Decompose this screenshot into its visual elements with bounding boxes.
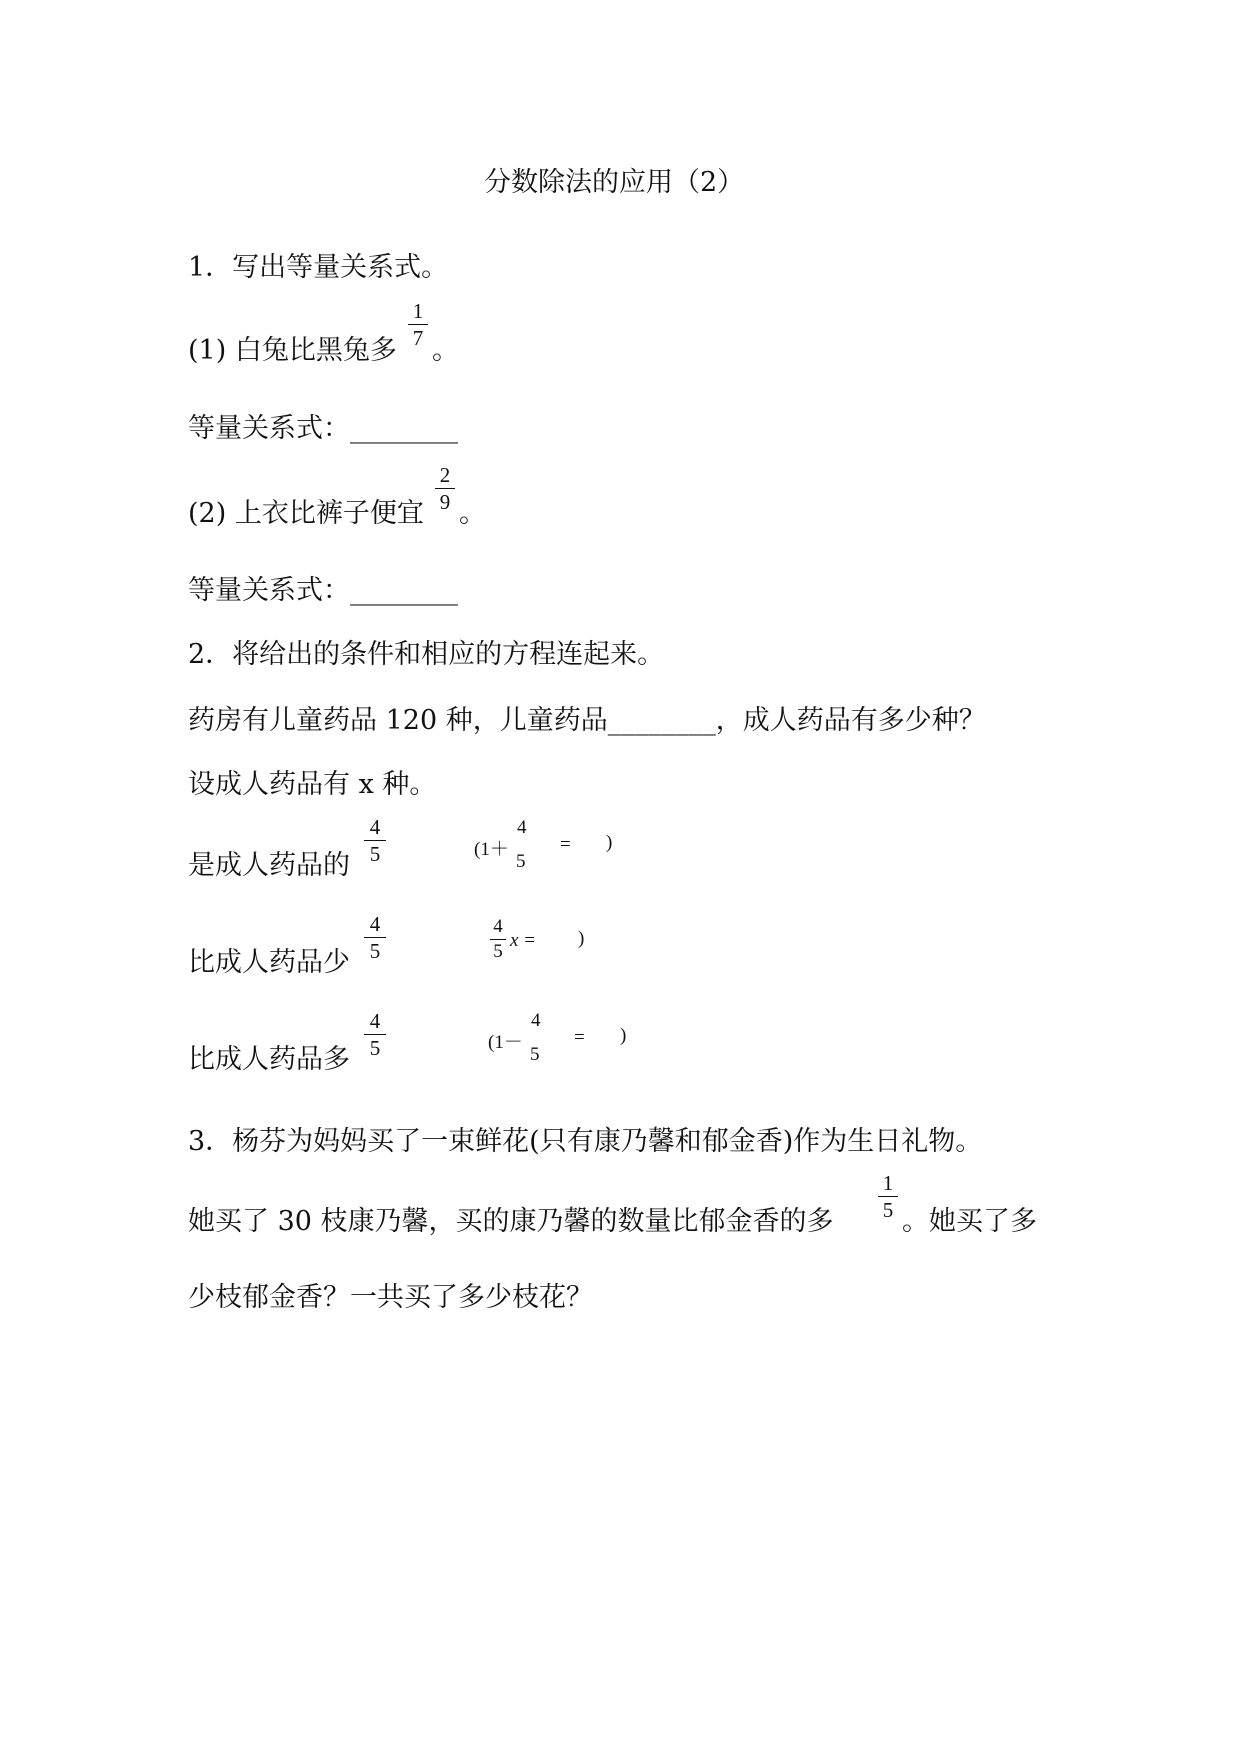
q2-equation-3-close: ) (620, 1025, 627, 1046)
fraction-numerator: 1 (412, 299, 424, 323)
q2-equation-2-fraction (490, 917, 506, 962)
q2-option-2-fraction (364, 913, 386, 962)
q2-equation-3-open: (1－ (488, 1032, 523, 1053)
q1-answer1: 等量关系式：________ (188, 413, 458, 444)
q3-fraction (878, 1172, 898, 1221)
q3-line1-a: 她买了 30 枝康乃馨，买的康乃馨的数量比郁金香的多 (188, 1206, 834, 1237)
q1-item2-text: (2) 上衣比裤子便宜 (188, 498, 424, 529)
fraction-bar (408, 324, 428, 325)
fraction-numerator: 4 (369, 1009, 381, 1033)
fraction-numerator: 1 (882, 1171, 894, 1195)
q2-equation-1-close: ) (606, 832, 613, 853)
q2-equation-2-close: ) (578, 928, 585, 949)
q2-option-1-fraction (364, 816, 386, 865)
q3-line1-b: 。她买了多 (902, 1206, 1037, 1237)
fraction-denominator: 7 (412, 326, 424, 350)
q2-equation-1-eq: = (560, 834, 571, 855)
fraction-denominator: 5 (369, 939, 381, 963)
q2-equation-3-num: 4 (531, 1010, 541, 1031)
q2-heading: 2．将给出的条件和相应的方程连起来。 (188, 639, 665, 670)
fraction-denominator: 5 (882, 1198, 894, 1222)
q2-option-2: 比成人药品少 (188, 947, 350, 978)
fraction-bar (878, 1196, 898, 1197)
q3-line2: 少枝郁金香？一共买了多少枝花？ (188, 1282, 593, 1313)
fraction-denominator: 5 (493, 941, 503, 962)
q1-item1-text: (1) 白兔比黑兔多 (188, 335, 397, 366)
q2-equation-1-den: 5 (516, 851, 526, 872)
q2-line1: 药房有儿童药品 120 种，儿童药品________，成人药品有多少种？ (188, 705, 986, 736)
q2-equation-3-eq: = (574, 1027, 585, 1048)
fraction-numerator: 4 (369, 815, 381, 839)
q2-option-3: 比成人药品多 (188, 1044, 350, 1075)
q1-item2-end: 。 (459, 498, 486, 529)
fraction-numerator: 2 (439, 463, 451, 487)
q1-item1-fraction (408, 300, 428, 349)
q1-item2-fraction (435, 464, 455, 513)
fraction-bar (364, 937, 386, 938)
q2-option-1: 是成人药品的 (188, 850, 350, 881)
q2-equation-3-den: 5 (530, 1044, 540, 1065)
page-title: 分数除法的应用（2） (484, 167, 745, 198)
fraction-denominator: 9 (439, 490, 451, 514)
q2-equation-2-var: x = (510, 930, 537, 951)
q3-heading: 3．杨芬为妈妈买了一束鲜花(只有康乃馨和郁金香)作为生日礼物。 (188, 1126, 983, 1157)
q1-answer2: 等量关系式：________ (188, 575, 458, 606)
q1-item1-end: 。 (432, 335, 459, 366)
fraction-denominator: 5 (369, 842, 381, 866)
fraction-bar (435, 488, 455, 489)
fraction-bar (364, 840, 386, 841)
q2-option-3-fraction (364, 1010, 386, 1059)
fraction-numerator: 4 (493, 916, 503, 937)
fraction-bar (364, 1034, 386, 1035)
q2-line2: 设成人药品有 x 种。 (188, 769, 437, 800)
fraction-bar (490, 939, 506, 940)
q2-equation-1-num: 4 (517, 817, 527, 838)
q2-equation-1-open: (1＋ (474, 839, 509, 860)
fraction-denominator: 5 (369, 1036, 381, 1060)
fraction-numerator: 4 (369, 912, 381, 936)
q1-heading: 1．写出等量关系式。 (188, 252, 449, 283)
